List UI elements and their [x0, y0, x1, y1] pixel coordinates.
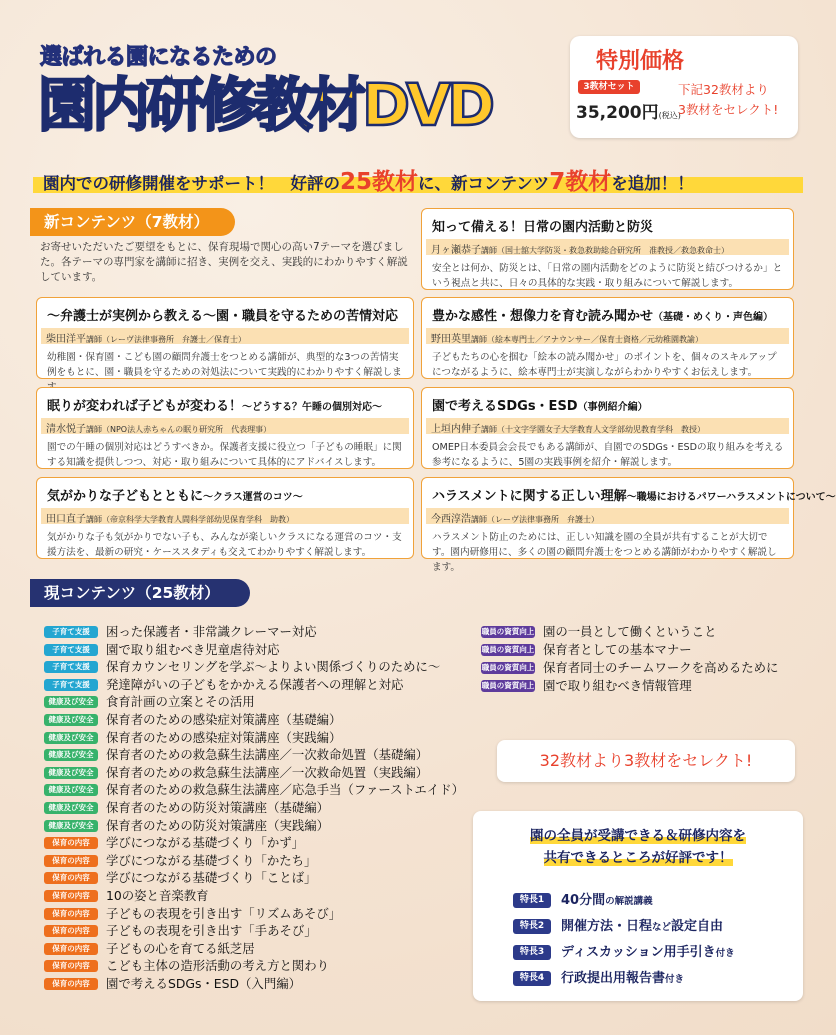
- select-note: 32教材より3教材をセレクト!: [497, 740, 795, 782]
- banner-num2: 7教材: [549, 169, 612, 195]
- content-card: [421, 387, 794, 469]
- content-card: [36, 387, 414, 469]
- content-card: [36, 477, 414, 559]
- card-description: 安全とは何か、防災とは、「日常の園内活動をどのように防災と結びつけるか」という視点と共に、日々の具体的な実践・取り組みについて解説します。: [432, 263, 783, 289]
- list-item-title: 子どもの表現を引き出す「手あそび」: [106, 923, 317, 939]
- list-item-title: 保育者のための感染症対策講座（基礎編）: [106, 712, 342, 727]
- list-item-title: 保育者のための救急蘇生法講座／応急手当（ファーストエイド）: [106, 782, 464, 798]
- card-title: 知って備える！日常の園内活動と防災: [432, 220, 654, 235]
- list-item-title: 保育者のための救急蘇生法講座／一次救命処置（実践編）: [106, 764, 429, 780]
- new-contents-intro: お寄せいただいたご要望をもとに、保育現場で関心の高い7テーマを選びました。各テーマの専門家を講師に招き、実例を交え、実践的にわかりやすく解説しています。: [40, 241, 408, 283]
- list-item-title: 保育者のための防災対策講座（実践編）: [106, 817, 330, 833]
- price-amount: [576, 98, 681, 123]
- category-tag: 保育の内容: [44, 890, 98, 902]
- banner-text: [43, 163, 694, 196]
- card-title: 気がかりな子どもとともに～クラス運営のコツ～: [47, 489, 303, 504]
- feature-tag: 特長1: [513, 893, 551, 908]
- price-box: [570, 36, 798, 138]
- card-description: 子どもたちの心を掴む「絵本の読み聞かせ」のポイントを、個々のスキルアップにつながるように、絵本専門士が実演しながらわかりやすくお伝えします。: [432, 352, 777, 378]
- list-item-title: こども主体の造形活動の考え方と関わり: [106, 958, 330, 974]
- category-tag: 職員の資質向上: [481, 663, 535, 672]
- category-tag: 保育の内容: [44, 960, 98, 972]
- category-tag: 健康及び安全: [44, 696, 98, 708]
- card-title: 眠りが変われば子どもが変わる！～どうする？午睡の個別対応～: [47, 399, 383, 414]
- price-note-line2: 3教材をセレクト!: [678, 102, 779, 117]
- card-title: ～弁護士が実例から教える～園・職員を守るための苦情対応: [47, 309, 399, 324]
- feature-text: 40分間の解説講義: [561, 893, 653, 908]
- category-tag: 子育て支援: [44, 626, 98, 638]
- price-note: [678, 80, 794, 120]
- list-item-title: 保育者としての基本マナー: [543, 642, 692, 657]
- feature-tag: 特長4: [513, 971, 551, 986]
- content-card: [36, 297, 414, 379]
- card-lecturer: 清水悦子講師（NPO法人赤ちゃんの眠り研究所 代表理事）: [46, 424, 272, 435]
- card-description: 気がかりな子も気がかりでない子も、みんなが楽しいクラスになる運営のコツ・支援方法を、最新の研究・ケーススタディも交えてわかりやすく解説します。: [47, 532, 402, 558]
- banner-part2: に、新コンテンツ: [418, 174, 550, 193]
- category-tag: 健康及び安全: [44, 714, 98, 726]
- list-item-title: 困った保護者・非常識クレーマー対応: [106, 624, 317, 639]
- list-item-title: 食育計画の立案とその活用: [106, 694, 255, 710]
- features-heading: [473, 825, 803, 869]
- card-title: ハラスメントに関する正しい理解～職場におけるパワーハラスメントについて～: [432, 489, 836, 504]
- category-tag: 職員の資質向上: [481, 681, 535, 690]
- feature-tag: 特長3: [513, 945, 551, 960]
- feature-text: ディスカッション用手引き付き: [561, 945, 735, 960]
- list-item-title: 保育者のための感染症対策講座（実践編）: [106, 729, 342, 745]
- category-tag: 子育て支援: [44, 661, 98, 673]
- category-tag: 保育の内容: [44, 872, 98, 884]
- price-note-line1: 下記32教材より: [678, 82, 769, 97]
- card-description: 幼稚園・保育園・こども園の顧問弁護士をつとめる講師が、典型的な3つの苦情実例をもとに、園・職員を守るための対処法について実践的にわかりやすく解説しま: [47, 352, 402, 378]
- category-tag: 保育の内容: [44, 908, 98, 920]
- card-title: 豊かな感性・想像力を育む読み聞かせ（基礎・めくり・声色編）: [432, 309, 774, 324]
- list-item-title: 保育者同士のチームワークを高めるために: [543, 660, 779, 675]
- list-item-title: 保育者のための救急蘇生法講座／一次救命処置（基礎編）: [106, 747, 429, 763]
- list-item-title: 子どもの心を育てる紙芝居: [106, 940, 255, 956]
- list-item-title: 園の一員として働くということ: [543, 624, 717, 639]
- card-title: 園で考えるSDGs・ESD（事例紹介編）: [432, 399, 648, 414]
- category-tag: 保育の内容: [44, 837, 98, 849]
- new-contents-header: 新コンテンツ（7教材）: [30, 208, 235, 236]
- category-tag: 保育の内容: [44, 855, 98, 867]
- category-tag: 健康及び安全: [44, 732, 98, 744]
- feature-tag: 特長2: [513, 919, 551, 934]
- content-card: [421, 297, 794, 379]
- header-title: 園内研修教材DVD: [38, 71, 492, 139]
- banner-part1: 園内での研修開催をサポート！ 好評の: [43, 174, 340, 193]
- category-tag: 保育の内容: [44, 925, 98, 937]
- card-description: 園での午睡の個別対応はどうすべきか。保護者支援に役立つ「子どもの睡眠」に関する知識を提供しつつ、対応・取り組みについて具体的にアドバイスします。: [47, 442, 402, 468]
- list-item-title: 学びにつながる基礎づくり「かず」: [106, 835, 305, 851]
- category-tag: 職員の資質向上: [481, 645, 535, 654]
- banner-part3: を追加！！: [611, 174, 694, 193]
- category-tag: 健康及び安全: [44, 802, 98, 814]
- category-tag: 保育の内容: [44, 978, 98, 990]
- price-amount-value: 35,200円: [576, 103, 659, 123]
- category-tag: 健康及び安全: [44, 784, 98, 796]
- banner-num1: 25教材: [340, 169, 419, 195]
- card-lecturer: 上垣内伸子講師（十文字学園女子大学教育人文学部幼児教育学科 教授）: [431, 424, 705, 435]
- list-item-title: 園で取り組むべき児童虐待対応: [106, 641, 280, 657]
- list-item-title: 子どもの表現を引き出す「リズムあそび」: [106, 905, 342, 921]
- content-card: [421, 477, 836, 573]
- category-tag: 健康及び安全: [44, 820, 98, 832]
- category-tag: 健康及び安全: [44, 749, 98, 761]
- features-heading-line2: 共有できるところが好評です！: [543, 850, 733, 866]
- category-tag: 子育て支援: [44, 644, 98, 656]
- features-heading-line1: 園の全員が受講できる＆研修内容を: [530, 828, 746, 844]
- content-card: [421, 208, 794, 290]
- list-item-title: 園で考えるSDGs・ESD（入門編）: [106, 976, 301, 991]
- list-item-title: 発達障がいの子どもをかかえる保護者への理解と対応: [106, 676, 404, 692]
- card-lecturer: 月ヶ瀬恭子講師（国士舘大学防災・救急救助総合研究所 准教授／救急救命士）: [431, 245, 729, 256]
- price-title: 特別価格: [595, 49, 684, 74]
- features-box: [473, 811, 803, 1001]
- category-tag: 子育て支援: [44, 679, 98, 691]
- card-description: OMEP日本委員会会長でもある講師が、自園でのSDGs・ESDの取り組みを考える参考になるように、5園の実践事例を紹介・解説します。: [432, 442, 784, 468]
- feature-text: 開催方法・日程など設定自由: [561, 919, 724, 934]
- list-item-title: 10の姿と音楽教育: [106, 888, 209, 903]
- list-item-title: 学びにつながる基礎づくり「ことば」: [106, 870, 317, 886]
- header-subtitle: 選ばれる園になるための: [40, 45, 277, 70]
- price-set-tag: 3教材セット: [578, 80, 640, 94]
- card-lecturer: 田口直子講師（帝京科学大学教育人間科学部幼児保育学科 助教）: [46, 514, 294, 525]
- card-lecturer: 今西淳浩講師（レーヴ法律事務所 弁護士）: [431, 514, 599, 525]
- list-item-title: 保育者のための防災対策講座（基礎編）: [106, 800, 330, 815]
- category-tag: 職員の資質向上: [481, 627, 535, 636]
- headline-banner: [33, 163, 803, 197]
- card-lecturer: 野田英里講師（絵本専門士／アナウンサー／保育士資格／元幼稚園教諭）: [431, 334, 703, 345]
- list-item-title: 学びにつながる基礎づくり「かたち」: [106, 852, 317, 868]
- current-contents-header: 現コンテンツ（25教材）: [30, 579, 250, 607]
- price-tax: (税込): [658, 111, 681, 120]
- category-tag: 保育の内容: [44, 943, 98, 955]
- feature-text: 行政提出用報告書付き: [561, 971, 685, 986]
- list-item-title: 保育カウンセリングを学ぶ～よりよい関係づくりのために～: [106, 659, 441, 675]
- category-tag: 健康及び安全: [44, 767, 98, 779]
- card-lecturer: 柴田洋平講師（レーヴ法律事務所 弁護士／保育士）: [46, 334, 246, 345]
- list-item-title: 園で取り組むべき情報管理: [543, 678, 692, 693]
- card-description: ハラスメント防止のためには、正しい知識を園の全員が共有することが大切です。園内研修用に、多くの園の顧問弁護士をつとめる講師がわかりやすく解説します。: [432, 532, 777, 573]
